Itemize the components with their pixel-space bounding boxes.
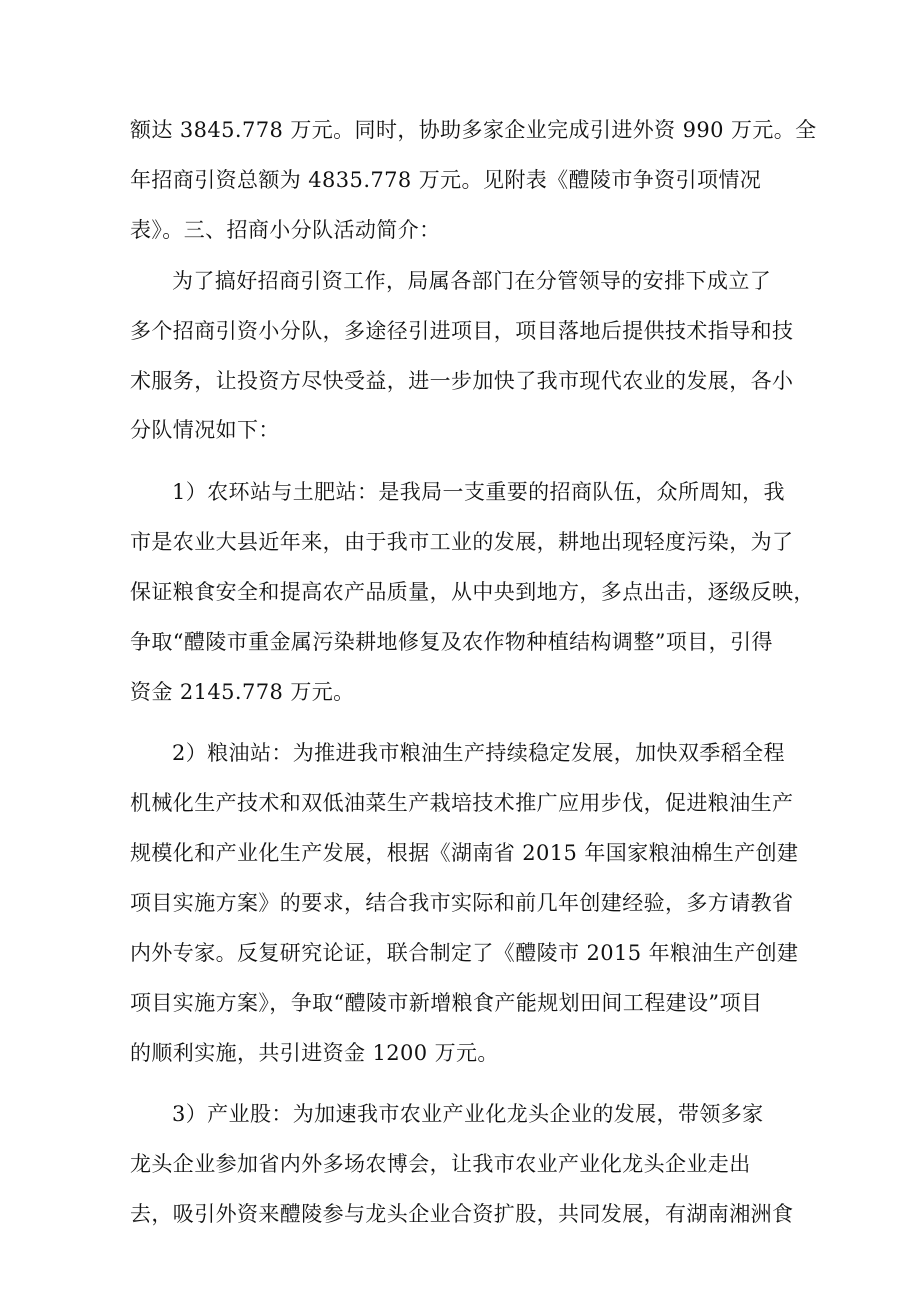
text-line: 多个招商引资小分队，多途径引进项目，项目落地后提供技术指导和技 <box>130 319 794 343</box>
text-line: 分队情况如下： <box>130 418 280 442</box>
text-line: 年招商引资总额为 4835.778 万元。见附表《醴陵市争资引项情况 <box>130 168 762 192</box>
paragraph-first-line: 2）粮油站：为推进我市粮油生产持续稳定发展，加快双季稻全程 <box>172 741 785 765</box>
text-line: 术服务，让投资方尽快受益，进一步加快了我市现代农业的发展，各小 <box>130 369 794 393</box>
text-line: 内外专家。反复研究论证，联合制定了《醴陵市 2015 年粮油生产创建 <box>130 941 799 965</box>
text-line: 去，吸引外资来醴陵参与龙头企业合资扩股，共同发展，有湖南湘洲食 <box>130 1202 794 1226</box>
text-line: 项目实施方案》的要求，结合我市实际和前几年创建经验，多方请教省 <box>130 891 794 915</box>
text-line: 龙头企业参加省内外多场农博会，让我市农业产业化龙头企业走出 <box>130 1152 751 1176</box>
text-line: 市是农业大县近年来，由于我市工业的发展，耕地出现轻度污染，为了 <box>130 530 794 554</box>
text-line: 额达 3845.778 万元。同时，协助多家企业完成引进外资 990 万元。全 <box>130 118 817 142</box>
paragraph-first-line: 为了搞好招商引资工作，局属各部门在分管领导的安排下成立了 <box>172 269 772 293</box>
paragraph-first-line: 3）产业股：为加速我市农业产业化龙头企业的发展，带领多家 <box>172 1102 764 1126</box>
text-line: 规模化和产业化生产发展，根据《湖南省 2015 年国家粮油棉生产创建 <box>130 841 799 865</box>
text-line: 争取“醴陵市重金属污染耕地修复及农作物种植结构调整”项目，引得 <box>130 630 773 654</box>
text-line: 资金 2145.778 万元。 <box>130 680 355 704</box>
paragraph-first-line: 1）农环站与土肥站：是我局一支重要的招商队伍，众所周知，我 <box>172 480 785 504</box>
text-line: 的顺利实施，共引进资金 1200 万元。 <box>130 1041 499 1065</box>
text-line: 项目实施方案》，争取“醴陵市新增粮食产能规划田间工程建设”项目 <box>130 991 763 1015</box>
text-line: 机械化生产技术和双低油菜生产栽培技术推广应用步伐，促进粮油生产 <box>130 791 794 815</box>
text-line: 保证粮食安全和提高农产品质量，从中央到地方，多点出击，逐级反映， <box>130 580 815 604</box>
text-line: 表》。三、招商小分队活动简介： <box>130 218 441 242</box>
